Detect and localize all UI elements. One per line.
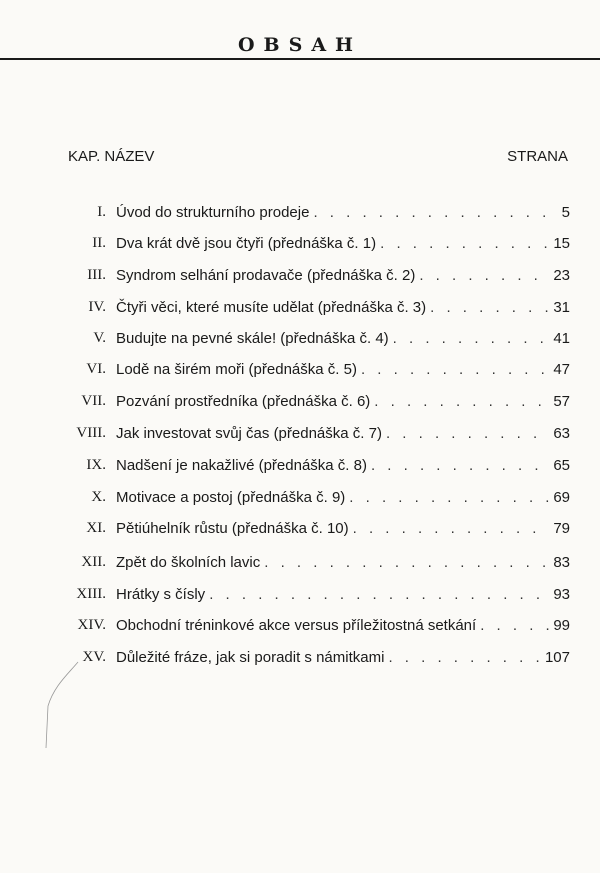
leader-dots: [388, 649, 541, 666]
chapter-title: Jak investovat svůj čas (přednáška č. 7): [116, 425, 382, 442]
leader-dots: [371, 457, 549, 474]
toc-row: [0, 393, 600, 421]
leader-dots: [480, 617, 549, 634]
leader-dots: [361, 361, 549, 378]
page-number: 83: [553, 554, 570, 571]
chapter-number: X.: [91, 489, 106, 505]
leader-dots: [430, 299, 549, 316]
chapter-number: VII.: [81, 393, 106, 409]
page-number: 65: [553, 457, 570, 474]
margin-pencil-mark: [40, 660, 80, 750]
page-number: 69: [553, 489, 570, 506]
leader-dots: [264, 554, 549, 571]
column-header-page: STRANA: [507, 148, 568, 165]
page-number: 63: [553, 425, 570, 442]
toc-row: [0, 267, 600, 295]
leader-dots: [349, 489, 549, 506]
page-number: 79: [553, 520, 570, 537]
toc-row: [0, 489, 600, 517]
page-number: 31: [553, 299, 570, 316]
leader-dots: [393, 330, 550, 347]
chapter-number: V.: [93, 330, 106, 346]
chapter-number: VI.: [86, 361, 106, 377]
chapter-number: XIII.: [76, 586, 106, 602]
chapter-number: XI.: [86, 520, 106, 536]
leader-dots: [353, 520, 550, 537]
chapter-title: Obchodní tréninkové akce versus příležitostná setkání: [116, 617, 477, 634]
page-number: 5: [561, 204, 570, 221]
chapter-title: Čtyři věci, které musíte udělat (přednáška č. 3): [116, 299, 427, 316]
page-title: OBSAH: [237, 34, 363, 56]
toc-row: [0, 204, 600, 232]
chapter-title: Dva krát dvě jsou čtyři (přednáška č. 1): [116, 235, 377, 252]
chapter-number: XII.: [81, 554, 106, 570]
chapter-number: VIII.: [76, 425, 106, 441]
chapter-number: XIV.: [77, 617, 106, 633]
toc-row: [0, 520, 600, 548]
chapter-number: XV.: [82, 649, 106, 665]
toc-row: [0, 330, 600, 358]
toc-row: [0, 617, 600, 645]
toc-row: [0, 425, 600, 453]
page-number: 47: [553, 361, 570, 378]
chapter-title: Pozvání prostředníka (přednáška č. 6): [116, 393, 371, 410]
leader-dots: [419, 267, 549, 284]
leader-dots: [386, 425, 549, 442]
chapter-number: I.: [97, 204, 106, 220]
chapter-title: Hrátky s čísly: [116, 586, 206, 603]
chapter-title: Důležité fráze, jak si poradit s námitkami: [116, 649, 385, 666]
chapter-title: Lodě na širém moři (přednáška č. 5): [116, 361, 357, 378]
toc-row: [0, 586, 600, 614]
toc-row: [0, 649, 600, 677]
leader-dots: [209, 586, 549, 603]
chapter-title: Pětiúhelník růstu (přednáška č. 10): [116, 520, 349, 537]
toc-row: [0, 299, 600, 327]
leader-dots: [313, 204, 557, 221]
chapter-title: Zpět do školních lavic: [116, 554, 261, 571]
chapter-title: Motivace a postoj (přednáška č. 9): [116, 489, 346, 506]
page-number: 41: [553, 330, 570, 347]
chapter-title: Budujte na pevné skále! (přednáška č. 4): [116, 330, 389, 347]
page-number: 93: [553, 586, 570, 603]
chapter-title: Syndrom selhání prodavače (přednáška č. 2): [116, 267, 416, 284]
chapter-number: III.: [87, 267, 106, 283]
page-number: 99: [553, 617, 570, 634]
leader-dots: [380, 235, 549, 252]
page-number: 107: [544, 649, 570, 666]
toc-row: [0, 457, 600, 485]
column-header-chapter: KAP. NÁZEV: [68, 148, 155, 165]
page-number: 23: [553, 267, 570, 284]
leader-dots: [374, 393, 549, 410]
page-number: 57: [553, 393, 570, 410]
chapter-number: II.: [92, 235, 106, 251]
toc-row: [0, 235, 600, 263]
title-rule: [0, 58, 600, 60]
chapter-number: IV.: [88, 299, 106, 315]
toc-row: [0, 361, 600, 389]
toc-row: [0, 554, 600, 582]
chapter-title: Úvod do strukturního prodeje: [116, 204, 310, 221]
chapter-title: Nadšení je nakažlivé (přednáška č. 8): [116, 457, 367, 474]
page-number: 15: [553, 235, 570, 252]
chapter-number: IX.: [86, 457, 106, 473]
